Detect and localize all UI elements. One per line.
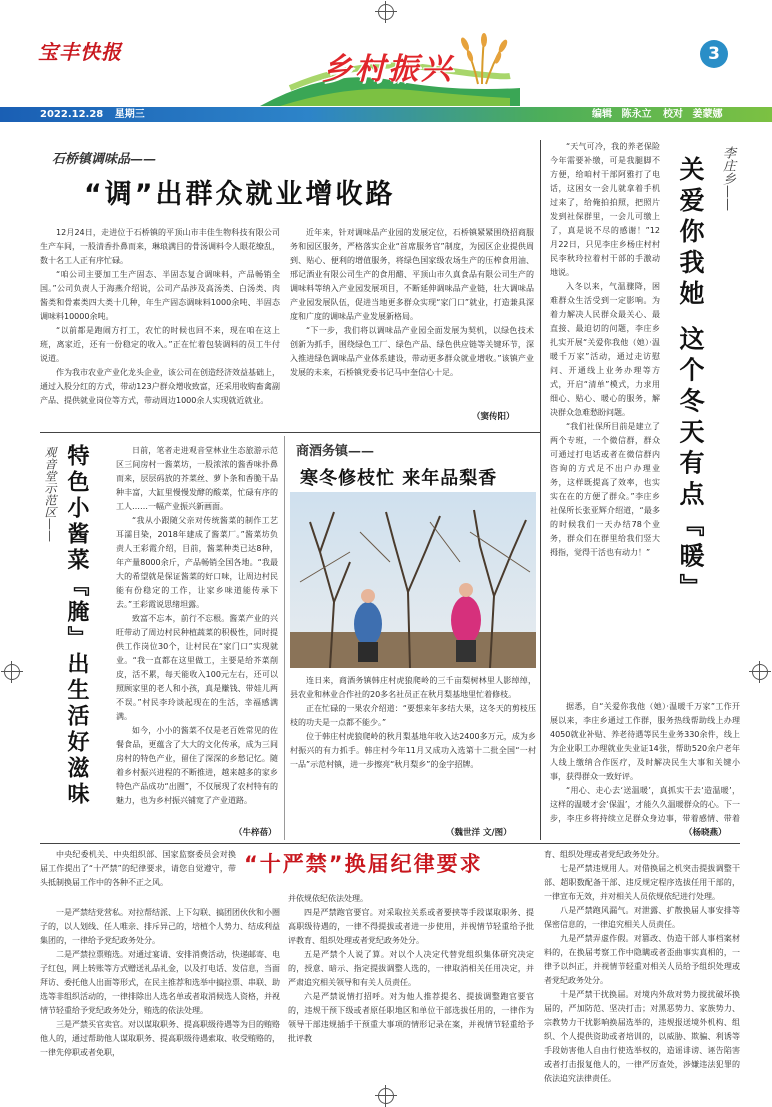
date: 2022.12.28 xyxy=(40,109,104,120)
article4-byline: （魏世洋 文/图） xyxy=(446,828,512,838)
article3-body xyxy=(116,444,278,824)
editor-label: 编辑 xyxy=(592,109,612,120)
article1-byline: （窦传阳） xyxy=(472,412,515,422)
article3-byline: （牛梓蓓） xyxy=(234,828,277,838)
article1-title: “调”出群众就业增收路 xyxy=(84,179,396,210)
article2-body-wide xyxy=(550,700,740,826)
article1-paragraph: “下一步，我们将以调味品产业园全面发展为契机，以绿色技术创新为抓手，围绕绿色工厂、绿色产品、绿色供应链等关键环节，深入推进绿色调味品产业体系建设，带动更多群众就业增收。”该镇产业发展的未来，石桥镇党委书记马中奎信心十足。 xyxy=(290,326,534,377)
rule-left-of-article4 xyxy=(284,436,285,840)
article5-intro-text: 中央纪委机关、中央组织部、国家监察委员会对换届工作提出了“十严禁”的纪律要求，请您自觉遵守，带头抵制换届工作中的各种不正之风。 xyxy=(40,850,236,887)
article5-col2 xyxy=(288,892,534,1096)
article2-paragraph: “天气可冷，我的养老保险今年需要补缴，可是我腿脚不方便，给咱村干部阿雅打了电话，这困女一会儿就拿着手机过来了，给俺拍拍照，把照片发到社保群里，一会儿可缴上了，真是说不尽的感谢！”12月22日，只见李庄乡杨庄村村民李秋玲拉着村干部的手激动地说。 xyxy=(550,142,660,277)
article1-paragraph: “咱公司主要加工生产固态、半固态复合调味料，产品畅销全国。”公司负责人于海燕介绍说，公司产品涉及高汤类、白汤类、肉酱类和骨素类四大类十几种，年生产固态调味料1000余吨、半固态调味料10000余吨。 xyxy=(40,270,280,321)
article5-item: 三是严禁买官卖官。对以谋取职务、提高职级待遇等为目的贿赂他人的，通过帮助他人谋取职务、提高职级待遇索取、收受贿赂的，一律先停职或者免职， xyxy=(40,1020,280,1057)
article5-item: 七是严禁违规用人。对借换届之机突击提拔调整干部、超职数配备干部、违反规定程序选拔任用干部的，一律宣布无效，并对相关人员依规依纪进行处理。 xyxy=(544,864,740,901)
section-title: 乡村振兴 xyxy=(322,52,454,87)
article2-kicker: 李庄乡—— xyxy=(720,146,735,211)
article5-item: 四是严禁跑官要官。对采取拉关系或者要挟等手段谋取职务、提高职级待遇的，一律不得提拔或者进一步使用，并视情节轻重给予批评教育、组织处理或者党纪政务处分。 xyxy=(288,908,534,945)
article2-byline: （杨晓燕） xyxy=(684,828,727,838)
article3-paragraph: 日前，笔者走进观音堂林业生态旅游示范区三间房村一酱菜坊，一股浓浓的酱香味扑鼻而来，层层码放的芥菜丝、萝卜条和香脆干品种丰富，大缸里慢慢发酵的酸菜，忙碌有序的工人……一幅产业振兴新画面。 xyxy=(116,446,278,511)
article4-body xyxy=(290,674,536,772)
article5-item: 并依规依纪依法处理。 xyxy=(288,894,368,903)
article3-title: 特色小酱菜『腌』出生活好滋味 xyxy=(64,444,89,808)
article1-body-left xyxy=(40,226,280,408)
article3-paragraph: 致富不忘本，前行不忘根。酱菜产业的兴旺带动了周边村民种植蔬菜的积极性，同时提供工作岗位30个，让村民在“家门口”实现就业。“我一直都在这里做工，主要是给芥菜削皮，活不累，每天能收入100元左右，还可以照顾家里的老人和小孩，真是赚钱、带娃儿两不误。”村民李玲谈起现在的生活，幸福感满满。 xyxy=(116,614,278,721)
article2-paragraph: 入冬以来，气温骤降，困难群众生活受到一定影响。为着力解决人民群众最关心、最直接、最迫切的问题，李庄乡扎实开展“关爱你我他（她）·温暖千万家”活动，通过走访慰问、开通线上业务办理等方式，开启“清单”模式，力求用细心、贴心、暖心的服务，解决群众急难愁盼问题。 xyxy=(550,282,660,417)
page-number-badge xyxy=(700,40,728,68)
article4-paragraph: 位于韩庄村虎狼爬岭的秋月梨基地年收入达2400多万元，成为乡村振兴的有力抓手。韩庄村今年11月又成功入选第十二批全国“一村一品”示范村镇，进一步擦亮“秋月梨乡”的金字招牌。 xyxy=(290,732,536,769)
article5-item: 一是严禁结党营私。对拉帮结派、上下勾联、搞团团伙伙和小圈子的，以人划线、任人唯亲、排斥异己的，培植个人势力、结成利益集团的，一律给予党纪政务处分。 xyxy=(40,908,280,945)
registration-mark-right xyxy=(752,664,768,680)
article2-title: 关爱你我她 这个冬天有点『暖』 xyxy=(676,156,705,605)
rule-above-article5 xyxy=(40,843,740,844)
rule-under-article1 xyxy=(40,432,540,433)
article5-col3 xyxy=(544,848,740,1096)
article5-item: 十是严禁干扰换届。对境内外敌对势力搅扰破坏换届的，严加防范、坚决打击；对黑恶势力、家族势力、宗教势力干扰影响换届选举的，违规报送境外机构、组织、个人提供资助或者培训的，以威胁、欺骗、利诱等手段妨害他人自由行使选举权的，造谣诽谤、诬告陷害或者打击报复他人的，一律严厉查处，涉嫌违法犯罪的依法追究法律责任。 xyxy=(544,990,740,1083)
article5-item: 六是严禁说情打招呼。对为他人推荐提名、提拔调整跑官要官的，违规干预下级或者原任职地区和单位干部选拔任用的，一律作为领导干部违规插手干预重大事项的情形记录在案，并视情节轻重给予批评教 xyxy=(288,992,534,1043)
orchard-photo xyxy=(290,492,536,668)
article2-paragraph: “我们社保所目前是建立了两个专班，一个微信群，群众可通过打电话或者在微信群内咨询的方式足不出户办理业务，这样既提高了效率，也实实在在的方便了群众。”李庄乡社保所长张亚辉介绍道，“最多的时候我们一天办结78个业务，群众们在群里给我们竖大拇指，觉得干活也有动力！” xyxy=(550,422,660,557)
article3-kicker: 观音堂示范区—— xyxy=(43,446,57,542)
staff-credits xyxy=(592,107,722,122)
article4-paragraph: 连日来，商酒务镇韩庄村虎狼爬岭的三千亩梨树林里人影绰绰，县农业和林业合作社的20多名社员正在秋月梨基地里忙着修枝。 xyxy=(290,676,536,699)
article1-paragraph: 12月24日，走进位于石桥镇的平顶山市丰佳生物科技有限公司生产车间，一股清香扑鼻而来，琳琅满目的骨汤调料令人眼花缭乱，数十名工人正有序忙碌。 xyxy=(40,228,280,265)
article2-body xyxy=(550,140,660,700)
page-number: 3 xyxy=(708,44,720,64)
article5-item: 二是严禁拉票贿选。对通过宴请、安排消费活动，快递邮寄、电子红包，网上转账等方式赠送礼品礼金，以及打电话、发信息，当面拜访、委托他人出面等形式，在民主推荐和选举中搞拉票、串联、助选等非组织活动的，一律排除出人选名单或者取消候选人资格，并视情节轻重给予党纪政务处分，贿选的依法处理。 xyxy=(40,950,280,1015)
article1-paragraph: 近年来，针对调味品产业园的发展定位，石桥镇紧紧围绕招商服务和园区服务，严格落实企业“首席服务官”制度，为园区企业提供周到、贴心、便利的增值服务，将绿色国家级农场生产的压榨食用油、邢记酒业有限公司生产的食用醋、平顶山市久真食品有限公司生产的调味料等纳入产业园发展项目，不断延伸调味品产业链，壮大调味品产业园发展队伍，促进当地更多群众实现“家门口”就业，打造兼具深度和广度的调味品产业发展新格局。 xyxy=(290,228,534,321)
article5-col1 xyxy=(40,906,280,1096)
header xyxy=(0,0,772,125)
logo: 宝丰快报 xyxy=(38,40,122,64)
article3-paragraph: 如今，小小的酱菜不仅是老百姓常见的佐餐食品，更蕴含了大大的文化传承，成为三间房村的特色产业，留住了深深的乡愁记忆。随着乡村振兴进程的不断推进，越来越多的家乡特色产品成功“出圈”，不仅展现了农村特有的魅力，也为乡村振兴铺宽了产业道路。 xyxy=(116,726,278,805)
article5-title: “十严禁”换届纪律要求 xyxy=(244,852,483,876)
article5-item: 九是严禁弄虚作假。对篡改、伪造干部人事档案材料的，在换届考察工作中隐瞒或者歪曲事实真相的，一律予以纠正，并视情节轻重对相关人员给予组织处理或者党纪政务处分。 xyxy=(544,934,740,985)
article5-intro xyxy=(40,848,236,890)
weekday: 星期三 xyxy=(114,109,145,120)
registration-mark-top xyxy=(378,4,394,20)
article4-title: 寒冬修枝忙 来年品梨香 xyxy=(300,468,498,489)
editor-name: 陈永立 xyxy=(621,109,652,120)
column-rule-right xyxy=(540,140,541,840)
article5-item: 八是严禁跑风漏气。对泄露、扩散换届人事安排等保密信息的，一律追究相关人员责任。 xyxy=(544,906,740,929)
article4-paragraph: 正在忙碌的一果农介绍道：“要想来年多结大果，这冬天的剪枝压枝的功夫是一点都不能少。” xyxy=(290,704,536,727)
article4-kicker: 商酒务镇—— xyxy=(296,444,375,459)
article1-body-right xyxy=(290,226,534,380)
article1-kicker: 石桥镇调味品—— xyxy=(52,152,157,167)
registration-mark-left xyxy=(4,664,20,680)
article2-paragraph: 据悉，自“关爱你我他（她）·温暖千万家”工作开展以来，李庄乡通过工作群，服务热线帮助线上办理4050就业补贴、养老待遇等民生业务330余件，线上为企业职工办理就业失业证14张，帮助520余户老年人线上缴纳合作医疗，及时解决民生大事和关键小事，获得群众一致好评。 xyxy=(550,702,740,781)
issue-date xyxy=(40,107,145,122)
article5-item: 育、组织处理或者党纪政务处分。 xyxy=(544,850,664,859)
article1-paragraph: 作为我市农业产业化龙头企业，该公司在创造经济效益基础上，通过入股分红的方式，带动123户群众增收致富，还采用收购畜禽副产品、提供就业岗位等方式，带动周边1000余人实现就近就业。 xyxy=(40,368,280,405)
article3-paragraph: “我从小跟随父亲对传统酱菜的制作工艺耳濡目染，2018年建成了酱菜厂。”酱菜坊负责人王彩霞介绍，目前，酱菜种类已达8种，年产量8000余斤，产品畅销全国各地。“我最大的希望就是保证酱菜的好口味，让周边村民能有份稳定的工作，让家乡味道能传承下去。”王彩霞说思绪坦露。 xyxy=(116,516,278,609)
article2-paragraph: “用心、走心去‘送温暖’，真抓实干去‘造温暖’，这样的温暖才会‘保温’，才能久久温暖群众的心。下一步，李庄乡将持续立足群众身边事，带着感情、带着 xyxy=(550,786,740,823)
article5-item: 五是严禁个人说了算。对以个人决定代替党组织集体研究决定的，授意、暗示、指定提拔调整人选的，一律取消相关任用决定，并严肃追究相关领导和有关人员责任。 xyxy=(288,950,534,987)
proof-name: 姜蒙娜 xyxy=(692,109,723,120)
proof-label: 校对 xyxy=(662,109,683,120)
article1-paragraph: “以前都是跑闹方打工，农忙的时候也回不来，现在咱在这上班，离家近，还有一份稳定的收入。”正在忙着包装调料的员工牛付说道。 xyxy=(40,326,280,363)
